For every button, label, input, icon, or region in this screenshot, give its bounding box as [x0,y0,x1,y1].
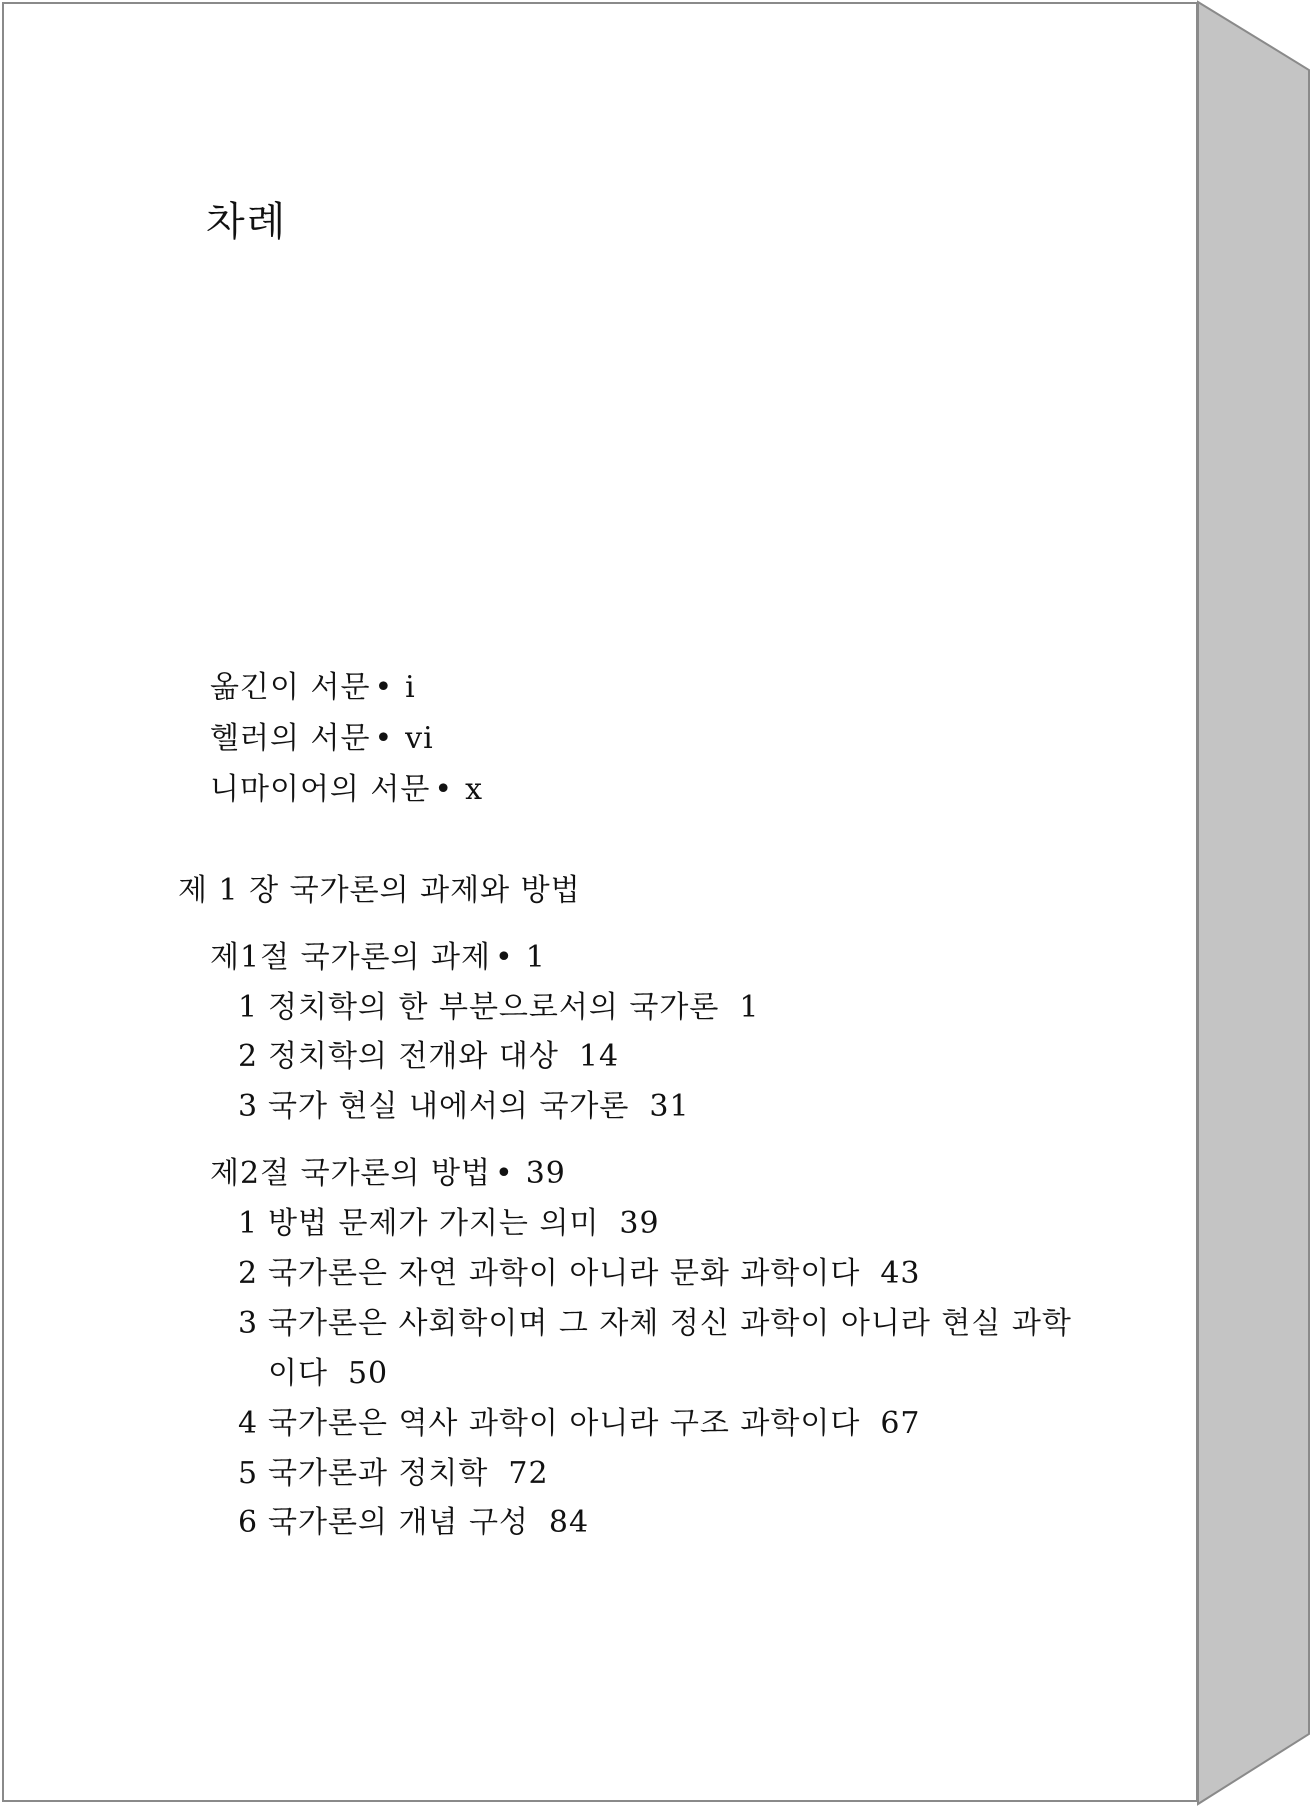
front-matter-label: 옮긴이 서문 [210,670,371,705]
entry-number: 1 [238,990,259,1025]
section-page: 1 [525,940,546,975]
section-label: 제1절 국가론의 과제 [210,940,491,975]
section-label: 제2절 국가론의 방법 [210,1156,491,1191]
toc-entry [238,1031,619,1075]
entry-page: 39 [619,1206,660,1241]
front-matter-label: 니마이어의 서문 [210,772,431,807]
entry-page: 50 [347,1356,389,1391]
entry-page: 14 [578,1039,620,1074]
entry-text: 국가 현실 내에서의 국가론 [268,1089,630,1124]
entry-number: 2 [238,1039,259,1074]
separator-dot: • [434,772,454,807]
entry-text: 정치학의 전개와 대상 [268,1039,559,1074]
toc-entry [238,982,759,1026]
entry-text: 정치학의 한 부분으로서의 국가론 [268,990,720,1025]
separator-dot: • [495,940,514,975]
toc-entry-continuation [268,1348,388,1392]
section-heading [210,1148,566,1192]
entry-text: 국가론은 자연 과학이 아니라 문화 과학이다 [268,1256,861,1291]
entry-number: 4 [238,1406,259,1441]
entry-number: 6 [238,1505,259,1540]
section-heading [210,932,546,976]
entry-text: 국가론과 정치학 [268,1456,489,1491]
entry-text: 국가론의 개념 구성 [268,1505,529,1540]
entry-number: 3 [238,1089,259,1124]
toc-entry [238,1448,549,1492]
toc-entry [238,1398,921,1442]
toc-entry [238,1248,921,1292]
toc-entry [238,1298,1072,1342]
toc-entry [238,1198,660,1242]
front-matter-item [210,764,483,808]
entry-text-continued: 이다 [268,1356,328,1391]
toc-title: 차례 [206,199,288,245]
entry-page: 72 [508,1456,549,1491]
toc-entry [238,1497,589,1541]
entry-number: 3 [238,1306,259,1341]
front-matter-page: vi [405,721,434,756]
chapter-heading: 제 1 장 국가론의 과제와 방법 [178,873,581,908]
separator-dot: • [495,1156,514,1191]
front-matter-item [210,662,416,706]
front-matter-item [210,713,434,757]
separator-dot: • [374,721,394,756]
section-page: 39 [525,1156,566,1191]
entry-page: 67 [880,1406,921,1441]
entry-page: 43 [880,1256,921,1291]
entry-number: 1 [238,1206,259,1241]
entry-text: 국가론은 역사 과학이 아니라 구조 과학이다 [268,1406,861,1441]
front-matter-page: i [405,670,416,705]
separator-dot: • [374,670,394,705]
toc-entry [238,1081,690,1125]
entry-number: 2 [238,1256,259,1291]
entry-page: 1 [739,990,760,1025]
front-matter-page: x [465,772,484,807]
entry-page: 84 [548,1505,590,1540]
front-matter-label: 헬러의 서문 [210,721,371,756]
entry-text: 국가론은 사회학이며 그 자체 정신 과학이 아니라 현실 과학 [268,1306,1072,1341]
entry-number: 5 [238,1456,259,1491]
entry-text: 방법 문제가 가지는 의미 [268,1206,600,1241]
entry-page: 31 [649,1089,690,1124]
